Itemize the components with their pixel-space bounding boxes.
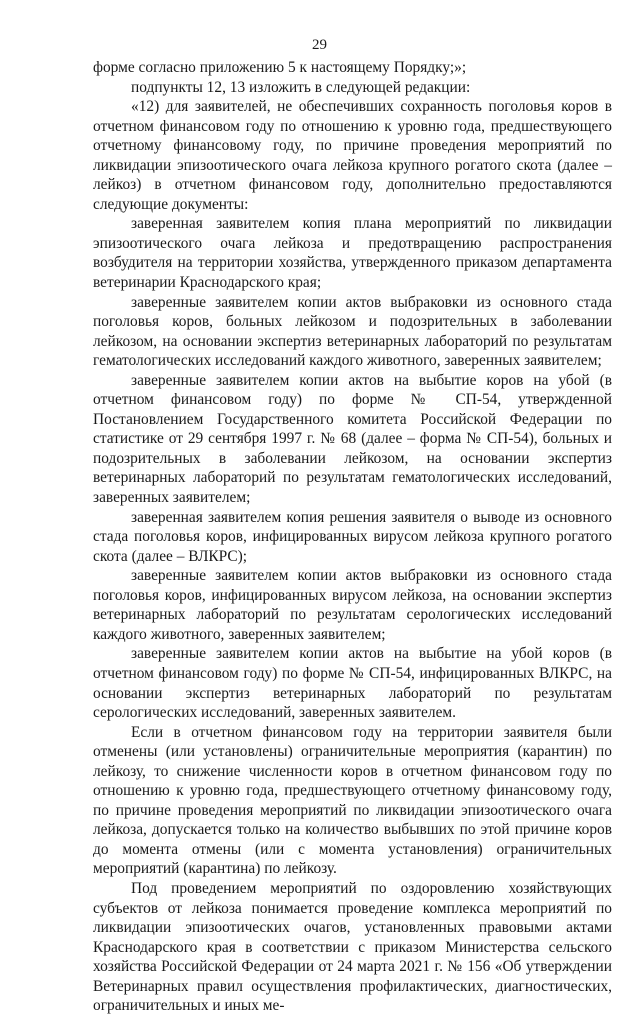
- page-number: 29: [312, 37, 327, 53]
- document-body: [93, 58, 612, 1016]
- paragraph-document-slaughter-acts: заверенные заявителем копии актов на выбытие коров на убой (в отчетном финансовом году) по форме № СП-54, утвержденной Постановлением Государственного комитета Российской Федерации по статистике от 29 сентября 1997 г. № 68 (далее – форма № СП-54), больных и подозрительных в заболевании лейкозом, на основании экспертиз ветеринарных лабораторий по результатам гематологических исследований, заверенных заявителем;: [93, 371, 612, 507]
- paragraph-document-slaughter-acts-infected: заверенные заявителем копии актов на выбытие на убой коров (в отчетном финансовом году) по форме № СП-54, инфицированных ВЛКРС, на основании экспертиз ветеринарных лабораторий по результатам серологических исследований, заверенных заявителем.: [93, 645, 612, 722]
- paragraph-item-12: «12) для заявителей, не обеспечивших сохранность поголовья коров в отчетном финансовом году по отношению к уровню года, предшествующего отчетному финансовому году, по причине проведения мероприятий по ликвидации эпизоотического очага лейкоза крупного рогатого скота (далее – лейкоз) в отчетном финансовом году, дополнительно предоставляются следующие документы:: [93, 98, 612, 213]
- paragraph-amendment-intro: подпункты 12, 13 изложить в следующей редакции:: [131, 78, 471, 96]
- paragraph-document-withdrawal-decision: заверенная заявителем копия решения заявителя о выводе из основного стада поголовья коров, инфицированных вирусом лейкоза крупного рогатого скота (далее – ВЛКРС);: [93, 508, 612, 565]
- paragraph-document-culling-acts: заверенные заявителем копии актов выбраковки из основного стада поголовья коров, больных лейкозом и подозрительных в заболевании лейкозом, на основании экспертиз ветеринарных лабораторий по результатам гематологических исследований каждого животного, заверенных заявителем;: [93, 293, 612, 370]
- paragraph-document-culling-acts-infected: заверенные заявителем копии актов выбраковки из основного стада поголовья коров, инфицированных вирусом лейкоза, на основании экспертиз ветеринарных лабораторий по результатам серологических исследований каждого животного, заверенных заявителем;: [93, 567, 612, 643]
- paragraph-continuation: форме согласно приложению 5 к настоящему Порядку;»;: [93, 59, 467, 76]
- paragraph-definition-measures: Под проведением мероприятий по оздоровлению хозяйствующих субъектов от лейкоза понимается проведение комплекса мероприятий по ликвидации эпизоотических очагов, установленных правовыми актами Краснодарского края в соответствии с приказом Министерства сельского хозяйства Российской Федерации от 24 марта 2021 г. № 156 «Об утверждении Ветеринарных правил осуществления профилактических, диагностических, ограничительных и иных ме-: [93, 879, 612, 1015]
- paragraph-document-plan: заверенная заявителем копия плана мероприятий по ликвидации эпизоотического очага лейкоза и предотвращению распространения возбудителя на территории хозяйства, утвержденного приказом департамента ветеринарии Краснодарского края;: [93, 215, 612, 292]
- paragraph-quarantine-condition: Если в отчетном финансовом году на территории заявителя были отменены (или установлены) ограничительные мероприятия (карантин) по лейкозу, то снижение численности коров в отчетном финансовом году по отношению к уровню года, предшествующего отчетному финансовому году, по причине проведения мероприятий по ликвидации эпизоотического очага лейкоза, допускается только на количество выбывших по этой причине коров до момента отмены (или с момента установления) ограничительных мероприятий (карантина) по лейкозу.: [93, 723, 612, 878]
